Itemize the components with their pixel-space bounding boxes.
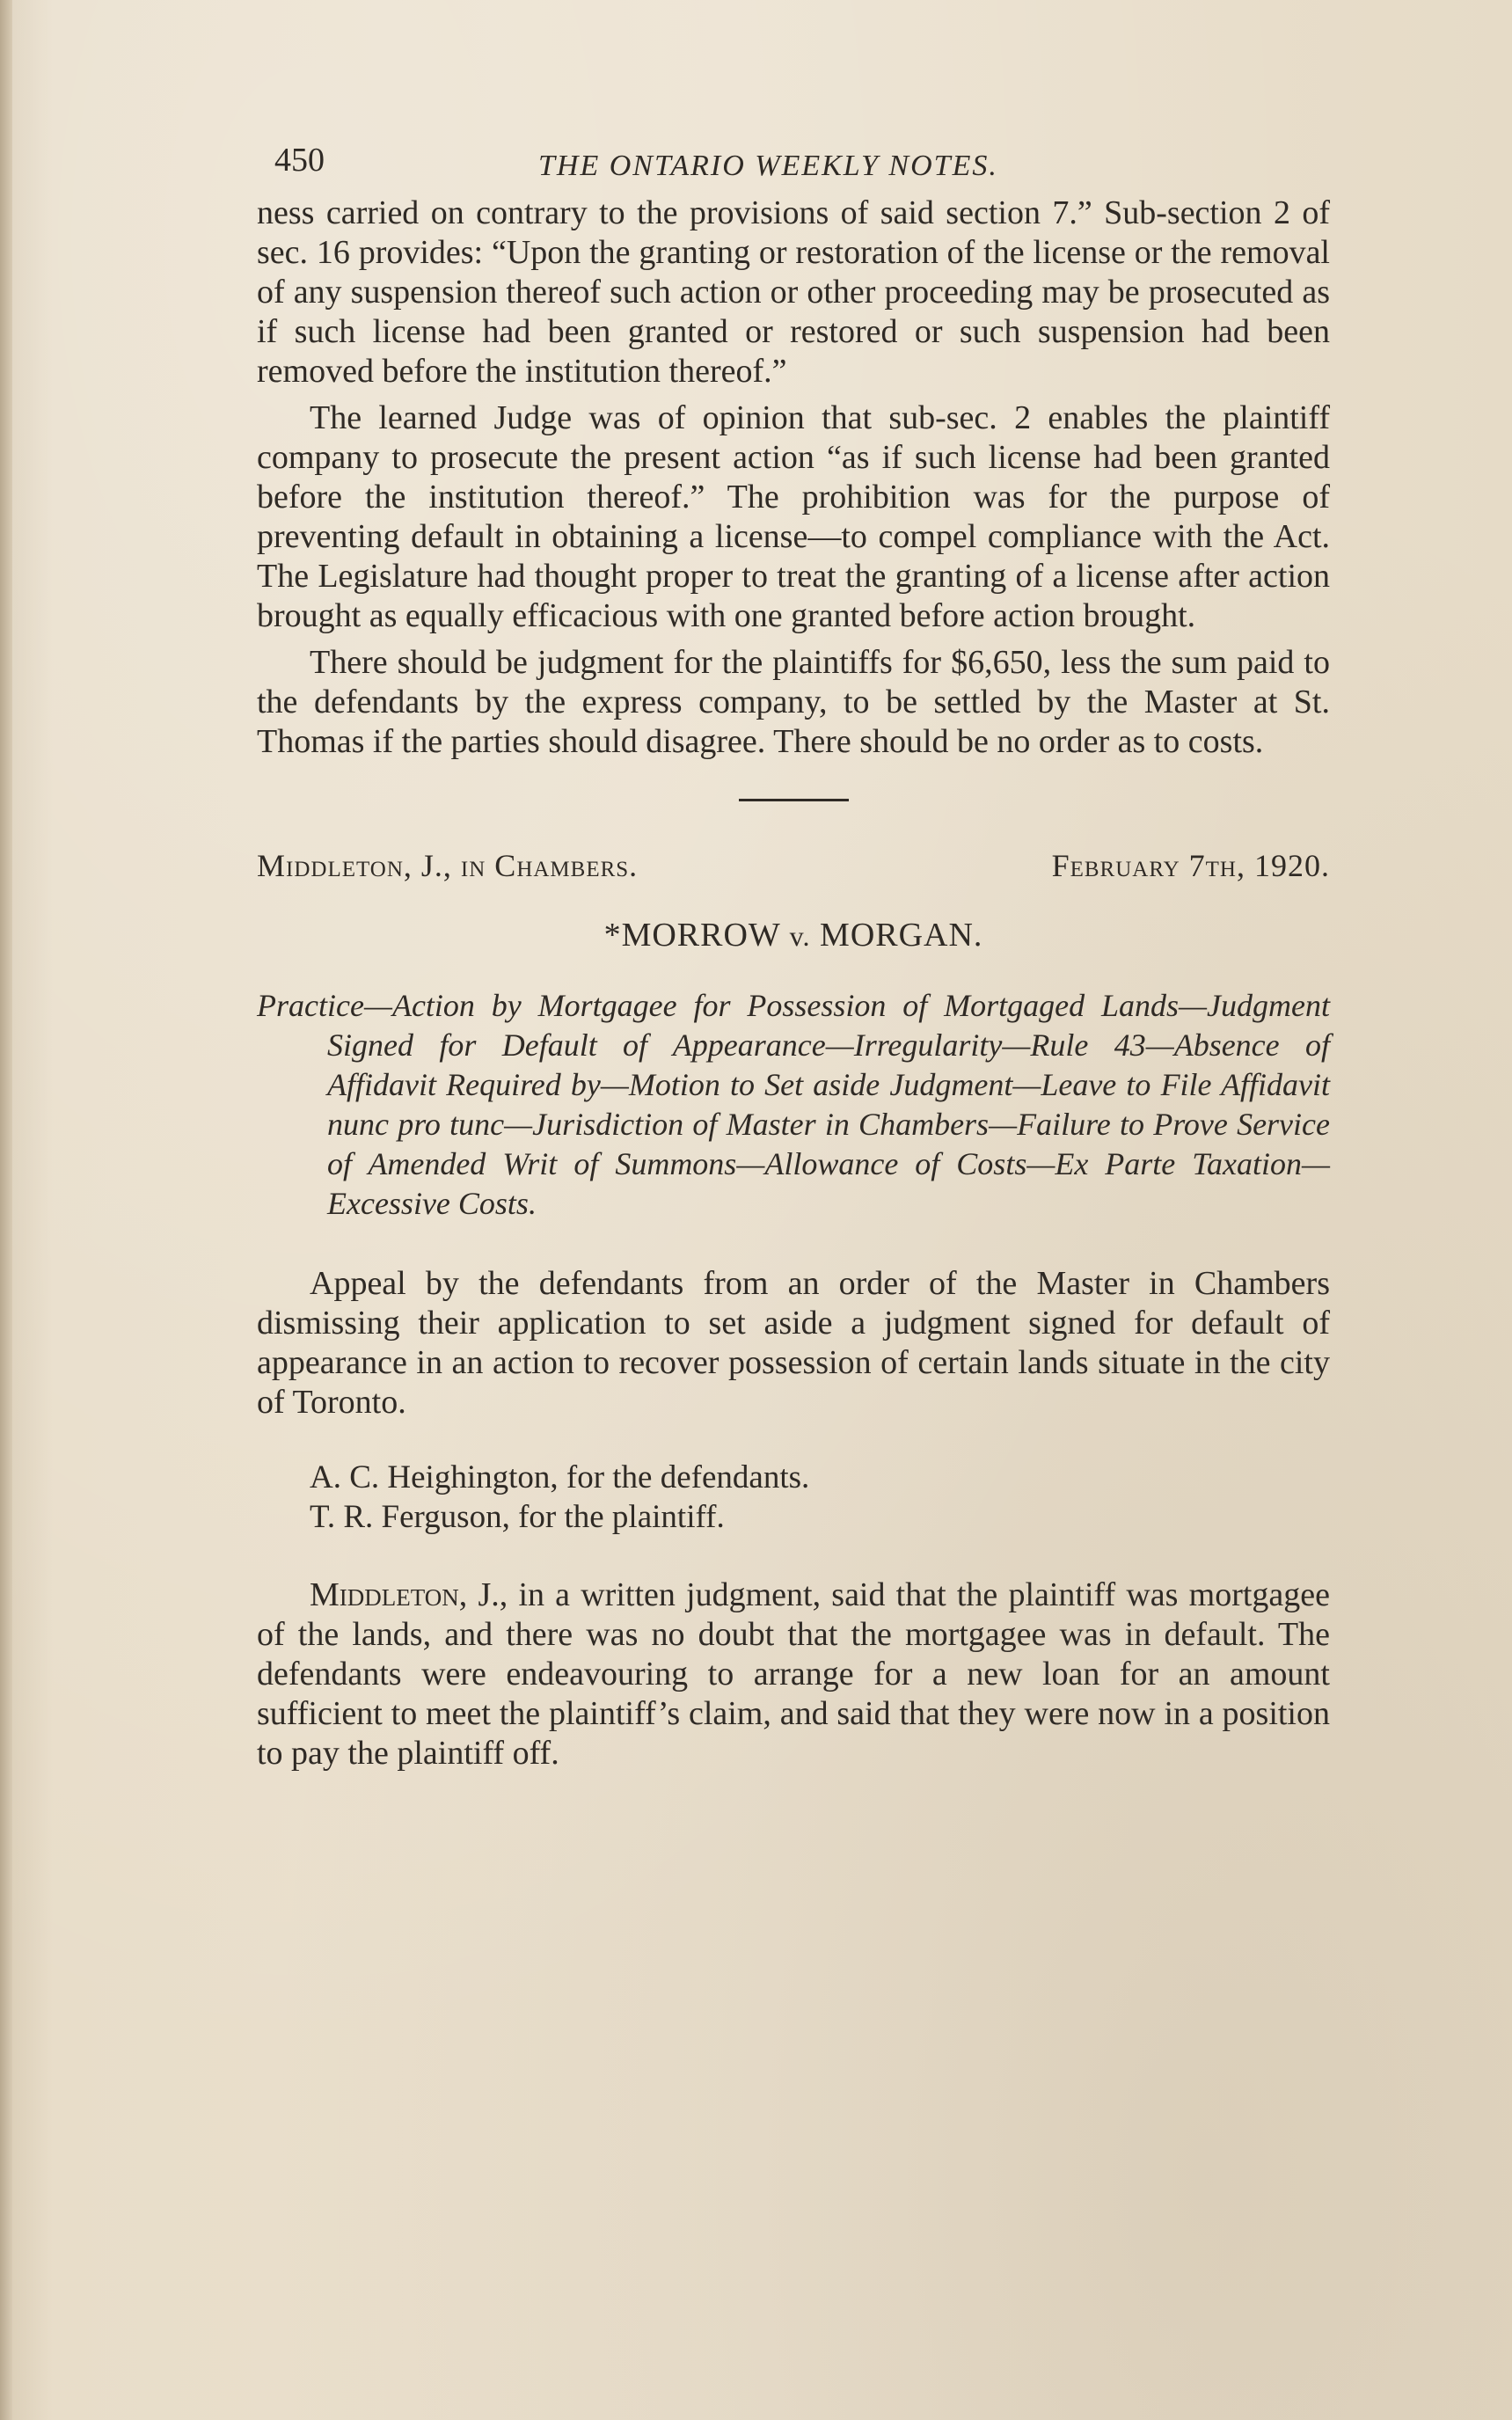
headnote: Practice—Action by Mortgagee for Possession of Mortgaged Lands—Judgment Signed for Default of Appearance—Irregularity—Rule 43—Absence of Affidavit Required by—Motion to Set aside Judgment—Leave to File Affidavit nunc pro tunc—Jurisdiction of Master in Chambers—Failure to Prove Service of Amended Writ of Summons—Allowance of Costs—Ex Parte Taxation—Excessive Costs.: [257, 988, 1330, 1221]
judgment-order-paragraph: There should be judgment for the plaintiffs for $6,650, less the sum paid to the defendants by the express company, to be settled by the Master at St. Thomas if the parties should disagree. There should be no order as to costs.: [257, 644, 1330, 760]
case-versus: v.: [789, 920, 811, 952]
continuation-paragraph: ness carried on contrary to the provisions of said section 7.” Sub-section 2 of sec. 16 provides: “Upon the granting or restoration of the license or the removal of any suspension thereof such action or other proceeding may be prosecuted as if such license had been granted or restored or such suspension had been removed before the institution thereof.”: [257, 194, 1330, 390]
section-divider: [739, 799, 849, 801]
appeal-paragraph: Appeal by the defendants from an order of the Master in Chambers dismissing their application to set aside a judgment signed for default of appearance in an action to recover possession of certain lands situate in the city of Toronto.: [257, 1265, 1330, 1421]
judgment-judge: Middleton, J.,: [310, 1576, 508, 1613]
journal-title: THE ONTARIO WEEKLY NOTES.: [538, 150, 998, 182]
running-head: [257, 141, 1330, 194]
court-line: Middleton, J., in Chambers.: [257, 848, 639, 883]
case-header: [257, 847, 1330, 884]
counsel-list: [257, 1458, 1330, 1537]
counsel-plaintiff: T. R. Ferguson, for the plaintiff.: [310, 1499, 725, 1535]
page-content: [257, 141, 1330, 1773]
page-number: 450: [274, 142, 325, 179]
case-party-1: *MORROW: [603, 917, 781, 954]
case-title: [257, 916, 1330, 954]
case-date: February 7th, 1920.: [1051, 848, 1330, 883]
judgment-text: in a written judgment, said that the plaintiff was mortgagee of the lands, and there was no doubt that the mortgagee was in default. The defendants were endeavouring to arrange for a new loan for an amount sufficient to meet the plaintiff’s claim, and said that they were now in a position to pay the plaintiff off.: [257, 1576, 1330, 1772]
page-binding-edge: [0, 0, 12, 2420]
case-party-2: MORGAN.: [820, 917, 983, 954]
counsel-defendants: A. C. Heighington, for the defendants.: [310, 1459, 810, 1495]
judgment-paragraph: [257, 1576, 1330, 1773]
opinion-paragraph: The learned Judge was of opinion that sub-sec. 2 enables the plaintiff company to prosecute the present action “as if such license had been granted before the institution thereof.” The prohibition was for the purpose of preventing default in obtaining a license—to compel compliance with the Act. The Legislature had thought proper to treat the granting of a license after action brought as equally efficacious with one granted before action brought.: [257, 399, 1330, 634]
